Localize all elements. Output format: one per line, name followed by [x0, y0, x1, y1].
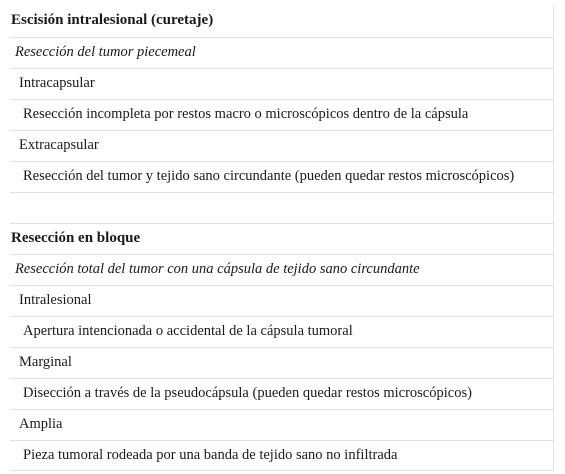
resection-term: Intracapsular	[10, 68, 554, 99]
resection-types-table	[10, 6, 554, 471]
resection-description: Resección del tumor y tejido sano circundante (pueden quedar restos microscópicos)	[10, 161, 554, 192]
resection-description: Disección a través de la pseudocápsula (pueden quedar restos microscópicos)	[10, 378, 554, 409]
section-subtitle: Resección del tumor piecemeal	[10, 37, 554, 68]
section-subtitle: Resección total del tumor con una cápsula de tejido sano circundante	[10, 254, 554, 285]
resection-term: Amplia	[10, 409, 554, 440]
section-heading: Resección en bloque	[10, 223, 554, 254]
spacer-row	[10, 192, 554, 223]
resection-description: Resección incompleta por restos macro o microscópicos dentro de la cápsula	[10, 99, 554, 130]
resection-term: Intralesional	[10, 285, 554, 316]
resection-term: Extracapsular	[10, 130, 554, 161]
section-heading: Escisión intralesional (curetaje)	[10, 6, 554, 37]
resection-term: Marginal	[10, 347, 554, 378]
resection-description: Apertura intencionada o accidental de la cápsula tumoral	[10, 316, 554, 347]
resection-description: Pieza tumoral rodeada por una banda de tejido sano no infiltrada	[10, 440, 554, 471]
